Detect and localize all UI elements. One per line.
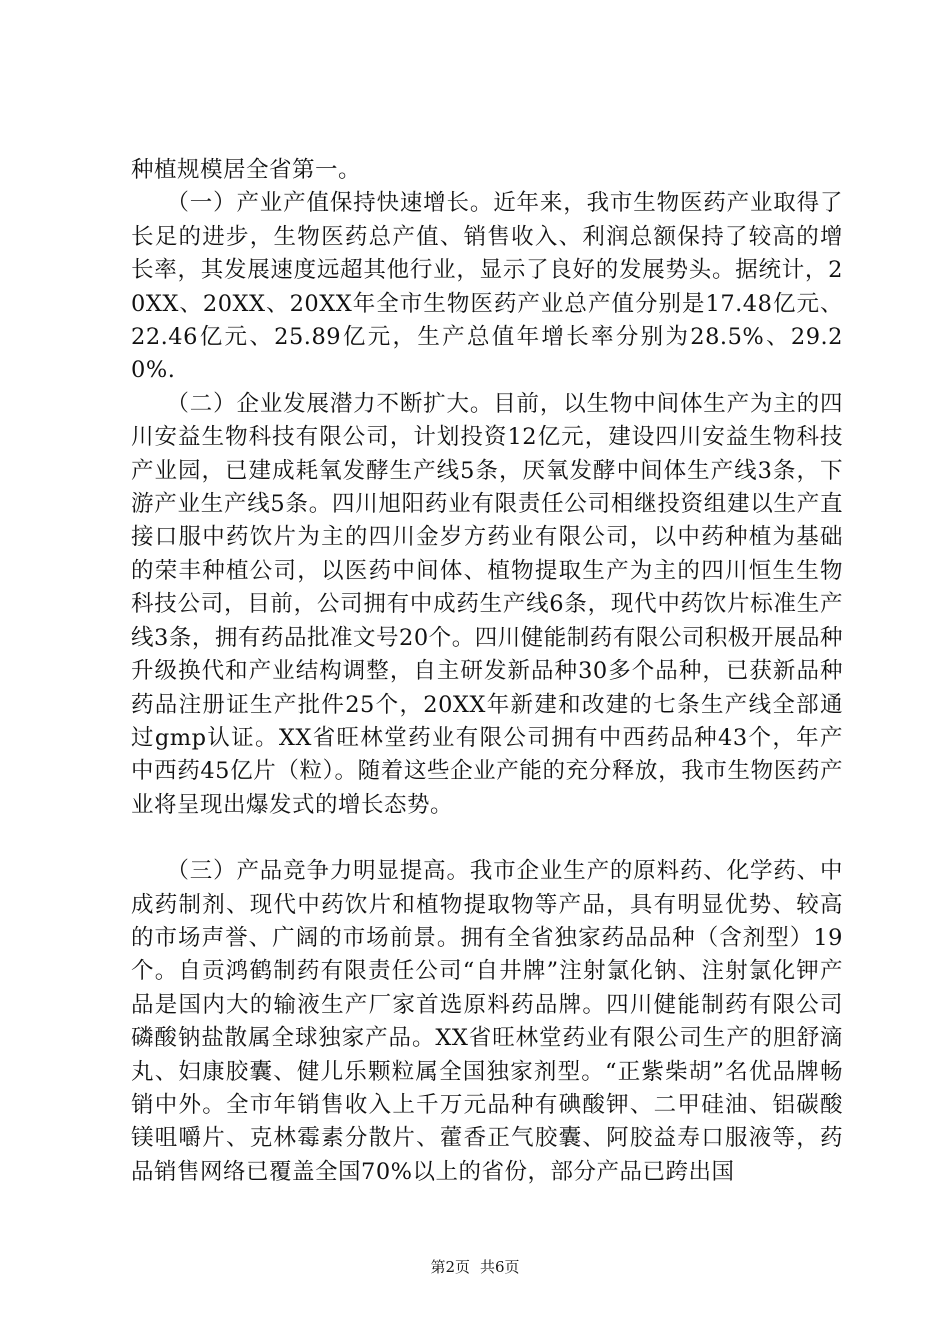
paragraph-gap xyxy=(131,822,843,855)
paragraph-continuation: 种植规模居全省第一。 xyxy=(131,157,362,183)
page-number: 第2页 xyxy=(430,1258,470,1276)
page-footer xyxy=(0,1256,950,1277)
document-body xyxy=(131,154,843,1189)
paragraph-enterprise-potential: （二）企业发展潜力不断扩大。目前，以生物中间体生产为主的四川安益生物科技有限公司，计划投资12亿元，建设四川安益生物科技产业园，已建成耗氧发酵生产线5条，厌氧发酵中间体生产线3条，下游产业生产线5条。四川旭阳药业有限责任公司相继投资组建以生产直接口服中药饮片为主的四川金岁方药业有限公司，以中药种植为基础的荣丰种植公司，以医药中间体、植物提取生产为主的四川恒生生物科技公司，目前，公司拥有中成药生产线6条，现代中药饮片标准生产线3条，拥有药品批准文号20个。四川健能制药有限公司积极开展品种升级换代和产业结构调整，自主研发新品种30多个品种，已获新品种药品注册证生产批件25个，20XX年新建和改建的七条生产线全部通过gmp认证。XX省旺林堂药业有限公司拥有中西药品种43个，年产中西药45亿片（粒）。随着这些企业产能的充分释放，我市生物医药产业将呈现出爆发式的增长态势。 xyxy=(131,390,843,818)
page-total: 共6页 xyxy=(480,1258,520,1276)
paragraph-product-competitiveness: （三）产品竞争力明显提高。我市企业生产的原料药、化学药、中成药制剂、现代中药饮片和植物提取物等产品，具有明显优势、较高的市场声誉、广阔的市场前景。拥有全省独家药品品种（含剂型）19个。自贡鸿鹤制药有限责任公司“自井牌”注射氯化钠、注射氯化钾产品是国内大的输液生产厂家首选原料药品牌。四川健能制药有限公司磷酸钠盐散属全球独家产品。XX省旺林堂药业有限公司生产的胆舒滴丸、妇康胶囊、健儿乐颗粒属全国独家剂型。“正紫柴胡”名优品牌畅销中外。全市年销售收入上千万元品种有碘酸钾、二甲硅油、铝碳酸镁咀嚼片、克林霉素分散片、藿香正气胶囊、阿胶益寿口服液等，药品销售网络已覆盖全国70%以上的省份，部分产品已跨出国 xyxy=(131,858,843,1185)
paragraph-output-growth: （一）产业产值保持快速增长。近年来，我市生物医药产业取得了长足的进步，生物医药总产值、销售收入、利润总额保持了较高的增长率，其发展速度远超其他行业，显示了良好的发展势头。据统计，20XX、20XX、20XX年全市生物医药产业总产值分别是17.48亿元、22.46亿元、25.89亿元，生产总值年增长率分别为28.5%、29.20%. xyxy=(131,190,843,384)
